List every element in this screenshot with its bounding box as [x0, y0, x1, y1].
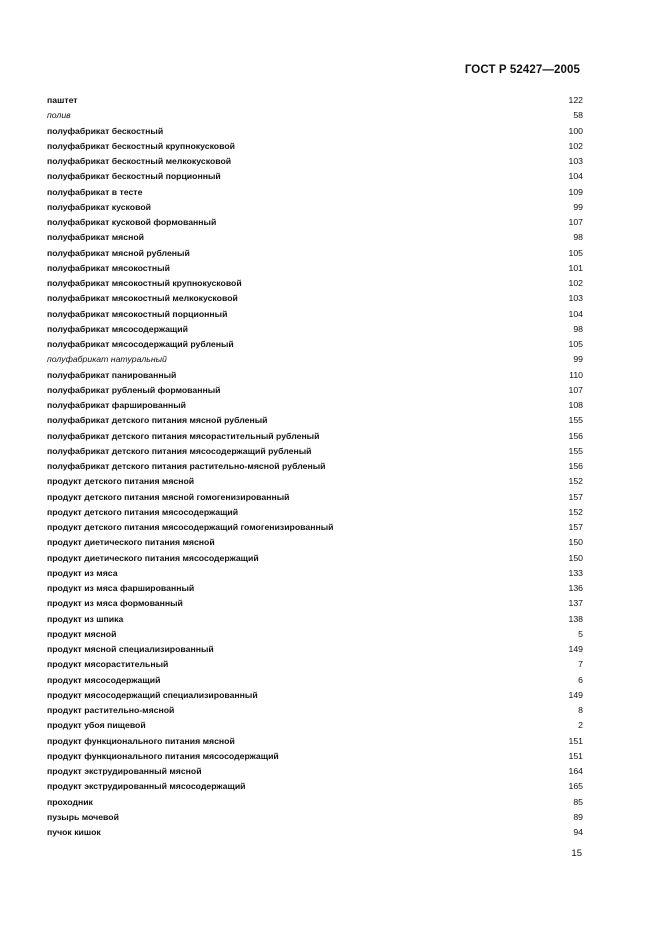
index-term: полуфабрикат детского питания мясной рубленый	[47, 415, 268, 426]
index-page-ref: 156	[568, 430, 583, 441]
index-term: продукт функционального питания мясной	[47, 735, 235, 746]
index-term: полуфабрикат бескостный крупнокусковой	[47, 140, 235, 151]
index-entry	[47, 200, 583, 215]
index-entry	[47, 108, 583, 123]
index-term: продукт функционального питания мясосодержащий	[47, 750, 279, 761]
index-entry	[47, 657, 583, 672]
index-entry	[47, 566, 583, 581]
index-page-ref: 122	[568, 95, 583, 105]
index-page-ref: 98	[573, 232, 583, 243]
index-page-ref: 98	[573, 323, 583, 334]
index-entry	[47, 139, 583, 154]
index-term: продукт детского питания мясосодержащий гомогенизированный	[47, 522, 334, 532]
index-term: полуфабрикат детского питания мясосодержащий рубленый	[47, 445, 312, 456]
index-entry	[47, 93, 583, 108]
index-entry	[47, 535, 583, 550]
index-entry	[47, 444, 583, 459]
index-term: полуфабрикат в тесте	[47, 186, 143, 197]
index-page-ref: 152	[568, 506, 583, 517]
index-term: полуфабрикат панированный	[47, 369, 177, 380]
index-term: проходник	[47, 796, 93, 807]
index-term: продукт мясосодержащий	[47, 674, 161, 685]
index-term: полуфабрикат детского питания мясорастительный рубленый	[47, 430, 320, 441]
index-entry	[47, 551, 583, 566]
index-term: полуфабрикат фаршированный	[47, 400, 186, 410]
index-page-ref: 103	[568, 156, 583, 166]
index-entry	[47, 276, 583, 291]
index-entry	[47, 490, 583, 505]
index-entry	[47, 642, 583, 657]
index-entry	[47, 246, 583, 261]
index-page-ref: 105	[568, 247, 583, 258]
index-entry	[47, 795, 583, 810]
index-term: полуфабрикат рубленый формованный	[47, 384, 221, 395]
index-term: полуфабрикат мясосодержащий рубленый	[47, 339, 234, 349]
index-page-ref: 102	[568, 278, 583, 288]
index-term: полуфабрикат детского питания растительно-мясной рубленый	[47, 461, 326, 471]
index-page-ref: 5	[578, 628, 583, 639]
index-entry	[47, 734, 583, 749]
index-term: продукт мясосодержащий специализированный	[47, 689, 258, 700]
index-page-ref: 164	[568, 766, 583, 776]
index-term: продукт из мяса формованный	[47, 598, 183, 609]
index-entry	[47, 459, 583, 474]
index-term: продукт детского питания мясной гомогенизированный	[47, 491, 290, 502]
index-entry	[47, 429, 583, 444]
index-entry	[47, 230, 583, 245]
index-entry	[47, 307, 583, 322]
alphabetical-index	[47, 93, 583, 840]
index-term: полуфабрикат мясокостный мелкокусковой	[47, 293, 238, 304]
index-term: продукт мясной специализированный	[47, 644, 214, 654]
index-entry	[47, 474, 583, 489]
page-number: 15	[571, 848, 582, 859]
index-entry	[47, 169, 583, 184]
index-entry	[47, 291, 583, 306]
index-page-ref: 8	[578, 705, 583, 715]
index-page-ref: 149	[568, 644, 583, 654]
index-term: продукт из мяса	[47, 567, 118, 578]
index-term: паштет	[47, 95, 78, 105]
index-term: продукт мясной	[47, 628, 117, 639]
index-entry	[47, 368, 583, 383]
index-entry	[47, 673, 583, 688]
index-page-ref: 99	[573, 354, 583, 365]
standard-code: ГОСТ Р 52427—2005	[464, 64, 580, 76]
index-page-ref: 149	[568, 689, 583, 700]
index-term: полуфабрикат кусковой	[47, 201, 151, 212]
index-term: полуфабрикат бескостный	[47, 125, 164, 136]
index-page-ref: 150	[568, 552, 583, 563]
index-page-ref: 101	[568, 262, 583, 273]
index-entry	[47, 352, 583, 367]
index-page-ref: 85	[573, 796, 583, 807]
index-entry	[47, 825, 583, 840]
index-entry	[47, 749, 583, 764]
index-entry	[47, 581, 583, 596]
index-term: полуфабрикат мясокостный	[47, 262, 170, 273]
index-page-ref: 102	[568, 140, 583, 151]
index-page-ref: 151	[568, 735, 583, 746]
index-entry	[47, 124, 583, 139]
index-page-ref: 108	[568, 400, 583, 410]
index-term: полуфабрикат мясокостный порционный	[47, 308, 228, 319]
index-page-ref: 155	[568, 445, 583, 456]
index-term: продукт из шпика	[47, 613, 124, 624]
index-term: продукт экструдированный мясосодержащий	[47, 781, 246, 792]
index-term: полуфабрикат натуральный	[47, 354, 167, 365]
index-entry	[47, 413, 583, 428]
index-entry	[47, 810, 583, 825]
index-page-ref: 109	[568, 186, 583, 197]
index-term: продукт детского питания мясосодержащий	[47, 506, 239, 517]
index-entry	[47, 779, 583, 794]
index-term: пузырь мочевой	[47, 811, 119, 822]
index-entry	[47, 520, 583, 535]
index-term: полуфабрикат мясокостный крупнокусковой	[47, 278, 242, 288]
index-term: полив	[47, 110, 71, 121]
index-entry	[47, 688, 583, 703]
index-page-ref: 157	[568, 522, 583, 532]
index-entry	[47, 261, 583, 276]
index-page-ref: 157	[568, 491, 583, 502]
index-page-ref: 104	[568, 171, 583, 182]
index-page-ref: 150	[568, 537, 583, 548]
index-page-ref: 94	[573, 827, 583, 837]
index-term: продукт убоя пищевой	[47, 720, 146, 731]
index-page-ref: 155	[568, 415, 583, 426]
index-term: продукт экструдированный мясной	[47, 766, 202, 776]
index-entry	[47, 627, 583, 642]
index-page-ref: 6	[578, 674, 583, 685]
index-entry	[47, 703, 583, 718]
index-page-ref: 100	[568, 125, 583, 136]
index-entry	[47, 185, 583, 200]
index-page-ref: 7	[578, 659, 583, 670]
index-page-ref: 89	[573, 811, 583, 822]
index-entry	[47, 612, 583, 627]
index-page-ref: 58	[573, 110, 583, 121]
index-page-ref: 165	[568, 781, 583, 792]
index-entry	[47, 383, 583, 398]
index-term: полуфабрикат мясной	[47, 232, 144, 243]
index-page-ref: 104	[568, 308, 583, 319]
index-page-ref: 137	[568, 598, 583, 609]
index-page-ref: 103	[568, 293, 583, 304]
index-entry	[47, 718, 583, 733]
index-entry	[47, 322, 583, 337]
index-page-ref: 105	[568, 339, 583, 349]
index-term: полуфабрикат мясосодержащий	[47, 323, 188, 334]
index-term: продукт из мяса фаршированный	[47, 583, 195, 593]
index-term: полуфабрикат кусковой формованный	[47, 217, 217, 227]
index-page-ref: 107	[568, 217, 583, 227]
index-entry	[47, 215, 583, 230]
index-entry	[47, 337, 583, 352]
index-term: продукт диетического питания мясосодержащий	[47, 552, 259, 563]
index-page-ref: 107	[568, 384, 583, 395]
index-term: полуфабрикат мясной рубленый	[47, 247, 190, 258]
document-header	[465, 64, 580, 76]
index-entry	[47, 398, 583, 413]
index-entry	[47, 596, 583, 611]
index-page-ref: 138	[568, 613, 583, 624]
index-page-ref: 151	[568, 750, 583, 761]
index-term: продукт детского питания мясной	[47, 476, 195, 487]
index-page-ref: 110	[569, 369, 583, 380]
index-term: продукт растительно-мясной	[47, 705, 175, 715]
index-entry	[47, 505, 583, 520]
index-term: продукт диетического питания мясной	[47, 537, 215, 548]
index-entry	[47, 154, 583, 169]
index-term: продукт мясорастительный	[47, 659, 169, 670]
index-term: полуфабрикат бескостный мелкокусковой	[47, 156, 232, 166]
index-page-ref: 133	[568, 567, 583, 578]
index-page-ref: 99	[573, 201, 583, 212]
index-page-ref: 156	[568, 461, 583, 471]
index-entry	[47, 764, 583, 779]
index-page-ref: 152	[568, 476, 583, 487]
index-page-ref: 2	[578, 720, 583, 731]
index-term: полуфабрикат бескостный порционный	[47, 171, 221, 182]
index-term: пучок кишок	[47, 827, 101, 837]
index-page-ref: 136	[568, 583, 583, 593]
